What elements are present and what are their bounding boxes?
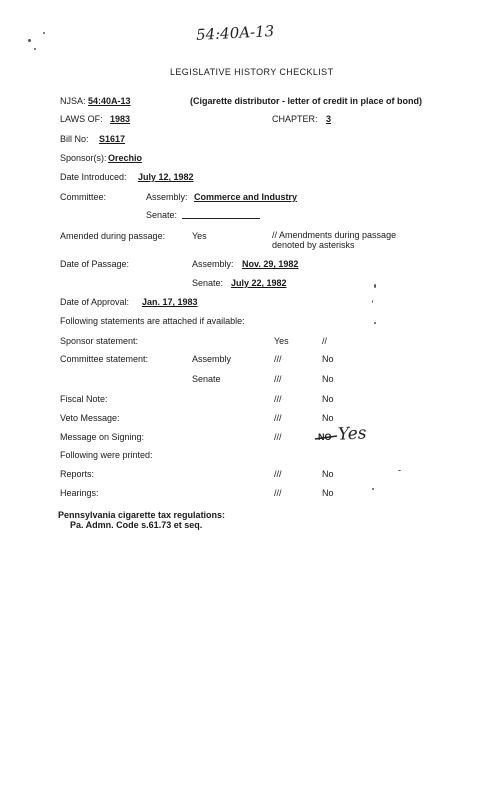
amended-label: Amended during passage: [60,231,166,241]
printed-heading: Following were printed: [60,450,153,460]
committee-senate-no: No [322,374,334,384]
committee-assembly-label: Assembly: [146,192,188,202]
committee-assembly-no: No [322,354,334,364]
date-introduced-value: July 12, 1982 [138,172,194,182]
sponsor-value: Orechio [108,153,143,163]
committee-label: Committee: [60,192,107,202]
passage-senate-value: July 22, 1982 [231,278,287,288]
hearings-mark: /// [274,488,282,498]
date-introduced-label: Date Introduced: [60,172,127,182]
strike-through-mark [314,433,338,443]
handwritten-statute-number: 54:40A-13 [195,21,275,45]
passage-label: Date of Passage: [60,259,130,269]
sponsor-statement-yes: Yes [274,336,289,346]
note-line2: Pa. Admn. Code s.61.73 et seq. [70,520,203,530]
amended-note-line1: // Amendments during passage [272,230,397,240]
bill-no-value: S1617 [99,134,126,144]
page-title: LEGISLATIVE HISTORY CHECKLIST [170,67,334,77]
amended-value: Yes [192,231,207,241]
veto-message-label: Veto Message: [60,413,120,423]
attached-heading: Following statements are attached if available: [60,316,245,326]
scan-speck [43,32,45,34]
scan-speck [398,470,401,471]
laws-of-value: 1983 [110,114,131,124]
committee-senate-label: Senate: [146,210,178,220]
signing-message-mark: /// [274,432,282,442]
passage-senate-label: Senate: [192,278,224,288]
committee-statement-assembly: Assembly [192,354,232,364]
hearings-no: No [322,488,334,498]
passage-assembly-value: Nov. 29, 1982 [242,259,299,269]
sponsor-statement-label: Sponsor statement: [60,336,139,346]
amended-note-line2: denoted by asterisks [272,240,355,250]
veto-message-mark: /// [274,413,282,423]
signing-message-struck-no: NO [318,432,332,442]
committee-statement-label: Committee statement: [60,354,149,364]
reports-no: No [322,469,334,479]
scan-speck [372,488,374,490]
committee-senate-value [182,210,260,220]
committee-assembly-value: Commerce and Industry [194,192,298,202]
committee-senate-mark: /// [274,374,282,384]
fiscal-note-mark: /// [274,394,282,404]
scan-speck [374,322,376,324]
signing-message-label: Message on Signing: [60,432,145,442]
note-line1: Pennsylvania cigarette tax regulations: [58,510,226,520]
laws-of-label: LAWS OF: [60,114,103,124]
sponsor-label: Sponsor(s): [60,153,107,163]
hearings-label: Hearings: [60,488,99,498]
chapter-label: CHAPTER: [272,114,318,124]
sponsor-statement-mark: // [322,336,328,346]
approval-value: Jan. 17, 1983 [142,297,198,307]
reports-label: Reports: [60,469,95,479]
veto-message-no: No [322,413,334,423]
scan-speck [34,48,36,50]
bill-no-label: Bill No: [60,134,89,144]
chapter-value: 3 [326,114,332,124]
njsa-label: NJSA: [60,96,86,106]
reports-mark: /// [274,469,282,479]
approval-label: Date of Approval: [60,297,130,307]
senate-blank-line [182,213,260,219]
scan-speck [374,284,376,288]
scan-speck [372,300,373,303]
handwritten-yes: Yes [337,423,368,445]
fiscal-note-no: No [322,394,334,404]
passage-assembly-label: Assembly: [192,259,234,269]
scan-speck [28,39,31,42]
njsa-value: 54:40A-13 [88,96,131,106]
njsa-description: (Cigarette distributor - letter of credit in place of bond) [190,96,423,106]
committee-assembly-mark: /// [274,354,282,364]
fiscal-note-label: Fiscal Note: [60,394,108,404]
committee-statement-senate: Senate [192,374,221,384]
